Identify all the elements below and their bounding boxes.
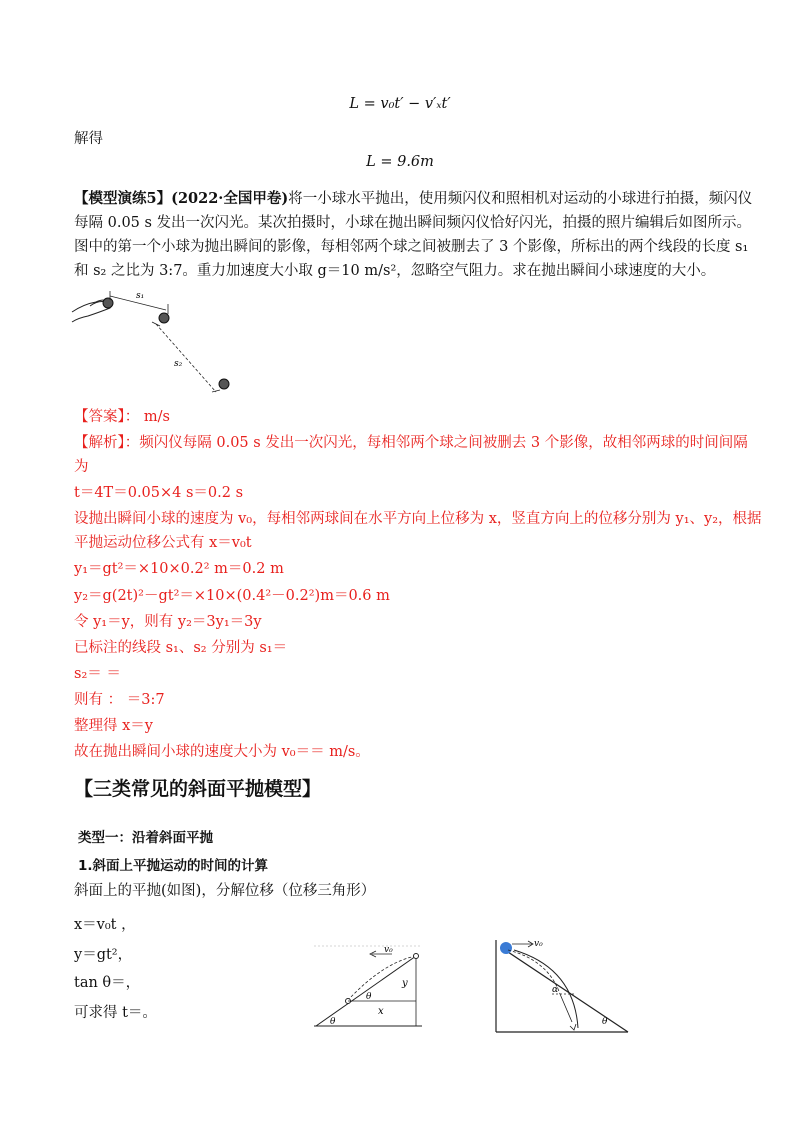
- problem-text-1: 将一小球水平抛出，使用频闪仪和照相机对运动的小球进行拍摄，频闪仪: [288, 191, 753, 207]
- type1-heading: 类型一：沿着斜面平抛: [78, 830, 213, 846]
- formula-3: tan θ＝，: [74, 975, 141, 991]
- formula-2: y＝gt²，: [74, 947, 133, 963]
- theta-label-3: θ: [602, 1017, 608, 1027]
- solution-line-6: y₁＝gt²＝×10×0.2² m＝0.2 m: [74, 561, 284, 577]
- solution-line-11: 则有 ： ＝3:7: [74, 692, 165, 708]
- solution-line-3: t＝4T＝0.05×4 s＝0.2 s: [74, 485, 244, 501]
- solution-line-7: y₂＝g(2t)²－gt²＝×10×(0.4²－0.2²)m＝0.6 m: [74, 588, 390, 604]
- equation-2: L = 9.6m: [366, 154, 434, 170]
- solution-line-13: 故在抛出瞬间小球的速度大小为 v₀＝＝ m/s。: [74, 744, 370, 760]
- s2-label: s₂: [174, 359, 183, 369]
- solution-line-9: 已标注的线段 s₁、s₂ 分别为 s₁＝: [74, 640, 288, 656]
- ball-3: [219, 379, 229, 389]
- problem-source: (2022·全国甲卷): [171, 190, 289, 207]
- formula-1: x＝v₀t ，: [74, 917, 136, 933]
- y-label: y: [402, 978, 408, 989]
- formula-4: 可求得 t＝。: [74, 1005, 157, 1021]
- theta-label-1: θ: [366, 992, 372, 1002]
- desc-line: 斜面上的平抛(如图)，分解位移（位移三角形）: [74, 883, 376, 899]
- ball: [500, 942, 512, 954]
- v0-label: v₀: [384, 945, 393, 955]
- solution-line-5: 平抛运动位移公式有 x＝v₀t: [74, 535, 252, 551]
- problem-line-4: 和 s₂ 之比为 3:7。重力加速度大小取 g＝10 m/s²，忽略空气阻力。求在抛出瞬间小球速度的大小。: [74, 263, 716, 279]
- problem-line-2: 每隔 0.05 s 发出一次闪光。某次拍摄时，小球在抛出瞬间频闪仪恰好闪光，拍摄的照片编辑后如图所示。: [74, 215, 752, 231]
- incline-velocity-figure: [494, 938, 634, 1036]
- item1-heading: 1.斜面上平抛运动的时间的计算: [78, 858, 269, 874]
- strobe-figure: [70, 288, 240, 396]
- section-heading: 【三类常见的斜面平抛模型】: [74, 778, 322, 800]
- solution-line-12: 整理得 x＝y: [74, 718, 153, 734]
- s1-label: s₁: [136, 291, 145, 301]
- solve-label-1: 解得: [74, 131, 103, 147]
- ball-2: [159, 313, 169, 323]
- problem-tag: 【模型演练5】: [74, 190, 172, 207]
- solution-line-8: 令 y₁＝y，则有 y₂＝3y₁＝3y: [74, 614, 262, 630]
- equation-1: L = v₀t′ − v′ₓt′: [349, 96, 451, 112]
- problem-line-3: 图中的第一个小球为抛出瞬间的影像，每相邻两个球之间被删去了 3 个影像，所标出的两个线段的长度 s₁: [74, 239, 749, 255]
- incline-line-2: [502, 948, 628, 1032]
- problem-line-1: [74, 188, 752, 210]
- x-label: x: [378, 1006, 384, 1017]
- theta-label-2: θ: [330, 1017, 336, 1027]
- incline-line: [316, 956, 416, 1026]
- s2-line: [156, 324, 216, 392]
- solution-line-10: s₂＝ ＝: [74, 666, 121, 682]
- alpha-label: α: [552, 985, 559, 995]
- solution-line-4: 设抛出瞬间小球的速度为 v₀，每相邻两球间在水平方向上位移为 x，竖直方向上的位移分别为 y₁、y₂，根据: [74, 511, 762, 527]
- v0-label-2: v₀: [534, 939, 543, 949]
- solution-line-1: 【解析】：频闪仪每隔 0.05 s 发出一次闪光，每相邻两个球之间被删去 3 个影像，故相邻两球的时间间隔: [74, 435, 748, 451]
- ball-1: [103, 298, 113, 308]
- answer-line: 【答案】： m/s: [74, 409, 170, 425]
- solution-line-2: 为: [74, 459, 89, 475]
- incline-displacement-figure: [312, 944, 424, 1028]
